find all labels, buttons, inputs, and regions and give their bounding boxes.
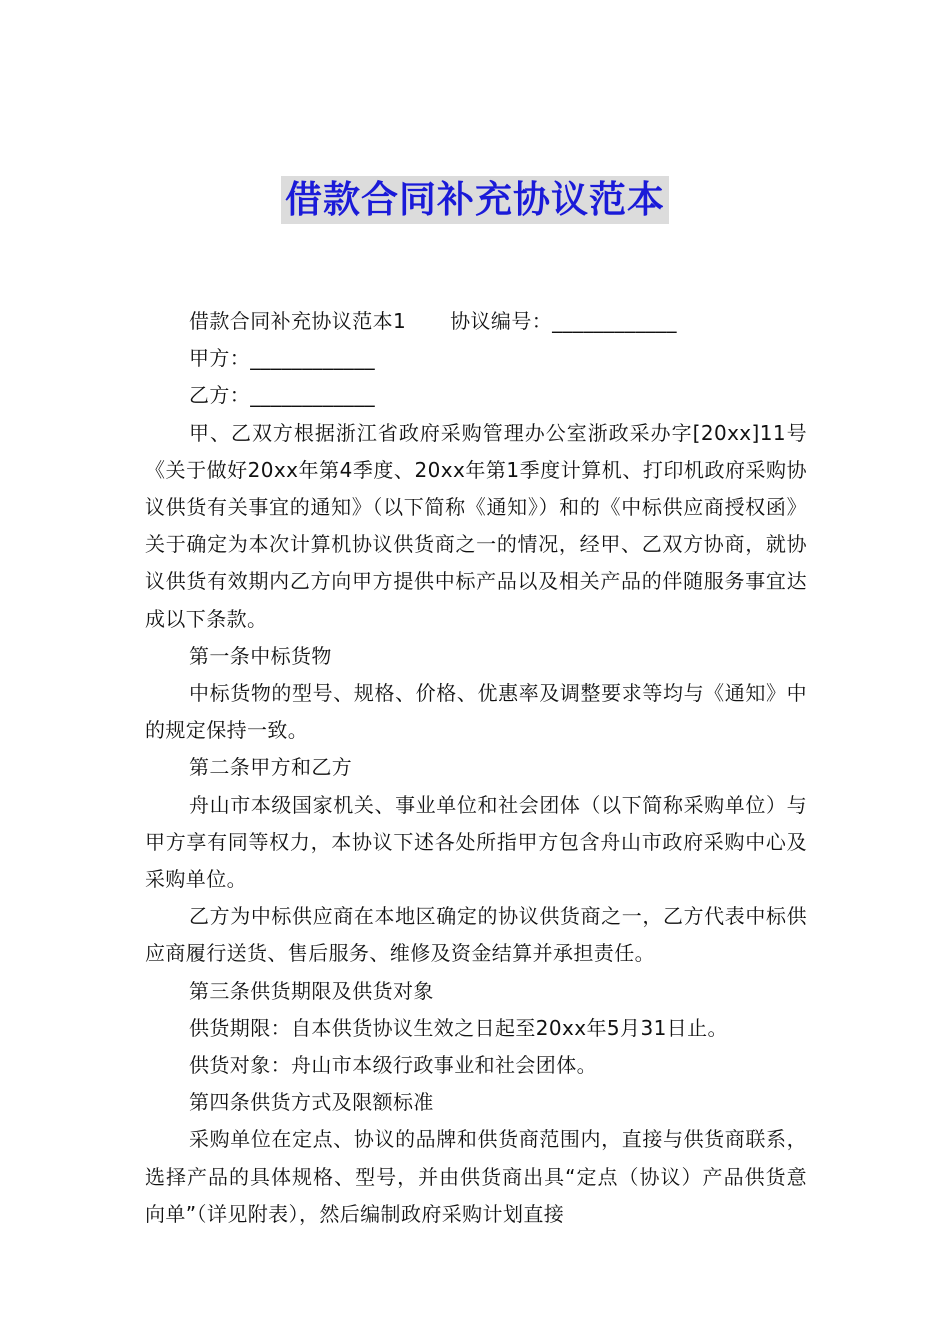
paragraph-clause-4: 采购单位在定点、协议的品牌和供货商范围内，直接与供货商联系，选择产品的具体规格、型号，并由供货商出具“定点（协议）产品供货意向单”（详见附表），然后编制政府采购计划直接 bbox=[145, 1127, 807, 1226]
party-b-label: 乙方： bbox=[189, 383, 251, 408]
paragraph-clause-2b: 乙方为中标供应商在本地区确定的协议供货商之一，乙方代表中标供应商履行送货、售后服务、维修及资金结算并承担责任。 bbox=[145, 904, 807, 966]
doc-name: 借款合同补充协议范本1 bbox=[189, 309, 407, 333]
agreement-number-blank: ____________ bbox=[552, 309, 677, 333]
document-title: 借款合同补充协议范本 bbox=[281, 176, 669, 224]
clause-heading-3: 第三条供货期限及供货对象 bbox=[189, 978, 434, 1003]
party-a-label: 甲方： bbox=[189, 346, 251, 371]
paragraph-clause-2a: 舟山市本级国家机关、事业单位和社会团体（以下简称采购单位）与甲方享有同等权力，本协议下述各处所指甲方包含舟山市政府采购中心及采购单位。 bbox=[145, 792, 807, 892]
paragraph-preamble: 甲、乙双方根据浙江省政府采购管理办公室浙政采办字[20xx]11号《关于做好20xx年第4季度、20xx年第1季度计算机、打印机政府采购协议供货有关事宜的通知》（以下简称《通知》）和的《中标供应商授权函》关于确定为本次计算机协议供货商之一的情况，经甲、乙双方协商，就协议供货有效期内乙方向甲方提供中标产品以及相关产品的伴随服务事宜达成以下条款。 bbox=[145, 420, 807, 631]
title-block bbox=[0, 176, 950, 224]
party-a-line bbox=[145, 340, 807, 377]
party-b-line bbox=[145, 377, 807, 414]
paragraph-clause-1: 中标货物的型号、规格、价格、优惠率及调整要求等均与《通知》中的规定保持一致。 bbox=[145, 681, 807, 743]
party-a-blank: ____________ bbox=[250, 346, 376, 371]
document-body bbox=[145, 303, 807, 1233]
party-b-blank: ____________ bbox=[250, 383, 376, 408]
agreement-number-label: 协议编号： bbox=[450, 309, 553, 333]
clause-heading-4: 第四条供货方式及限额标准 bbox=[189, 1090, 434, 1115]
clause-heading-1: 第一条中标货物 bbox=[189, 643, 332, 668]
header-line-number bbox=[145, 303, 807, 340]
paragraph-supply-target: 供货对象：舟山市本级行政事业和社会团体。 bbox=[189, 1053, 597, 1078]
paragraph-supply-period: 供货期限：自本供货协议生效之日起至20xx年5月31日止。 bbox=[189, 1015, 728, 1040]
clause-heading-2: 第二条甲方和乙方 bbox=[189, 755, 353, 780]
